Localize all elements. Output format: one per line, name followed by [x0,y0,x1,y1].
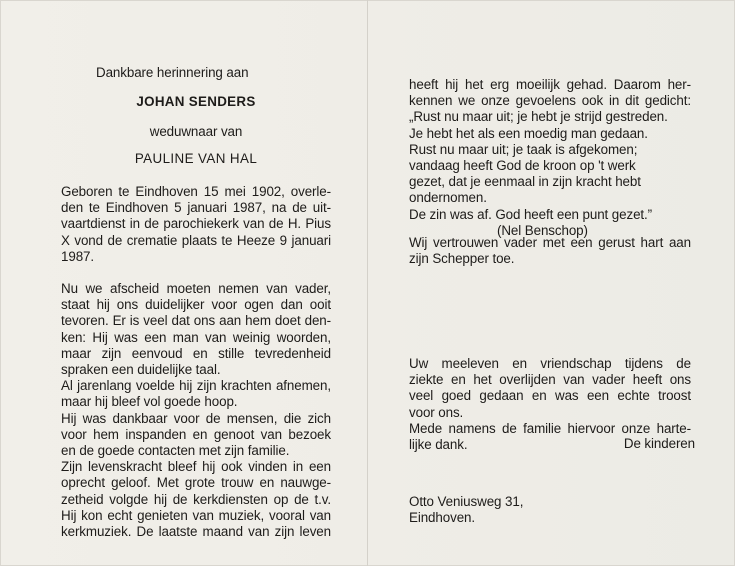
poem-author: (Nel Benschop) [497,222,588,238]
bio-line: 1987. [61,248,95,264]
tribute-line: ken: Hij was een man van weinig woorden, [61,329,331,345]
tribute-line: oprecht geloof. Met grote trouw en nauwge- [61,475,331,491]
tribute-line: zetheid volgde hij de kerkdiensten op de t.v. [61,491,331,507]
tribute-line: voor hem inspanden en genoot van bezoek [61,426,331,442]
relation-text: weduwnaar van [149,124,243,139]
bio-line: den te Eindhoven 5 januari 1987, na de uit- [61,200,331,216]
thanks-line: voor ons. [409,404,464,420]
tribute-line: Zijn levenskracht bleef hij ook vinden in een [61,459,331,475]
tribute-line: Hij was dankbaar voor de mensen, die zich [61,410,331,426]
bio-line: X vond de crematie plaats te Heeze 9 januari [61,232,331,248]
tribute-line: en de goede contacten met zijn familie. [61,443,290,459]
tribute-line: maar hij bleef vol goede hoop. [61,394,238,410]
tribute-line: kerkmuziek. De laatste maand van zijn leven [61,524,331,540]
poem-line: De zin was af. God heeft een punt gezet.” [409,206,653,222]
tribute-line: spraken een duidelijke taal. [61,362,221,378]
address-line: Eindhoven. [409,510,476,526]
bio-line: vaartdienst in de parochiekerk van de H. Pius [61,216,331,232]
poem-line: vandaag heeft God de kroon op 't werk [409,158,636,174]
poem-line: „Rust nu maar uit; je hebt je strijd gestreden. [409,109,668,125]
tribute-line: staat hij ons duidelijker voor ogen dan ooit [61,297,331,313]
tribute-line: Al jarenlang voelde hij zijn krachten afnemen, [61,378,331,394]
thanks-line: Uw meeleven en vriendschap tijdens de [409,356,691,371]
spouse-name: PAULINE VAN HAL [134,151,258,166]
thanks-line: veel goed gedaan en was een echte troost [409,388,691,404]
signature: De kinderen [623,436,695,451]
poem-line: heeft hij het erg moeilijk gehad. Daarom her- [409,77,691,92]
thanks-line: ziekte en het overlijden van vader heeft ons [409,372,691,388]
address [409,494,523,526]
poem-line: gezet, dat je eenmaal in zijn kracht hebt [409,174,641,190]
thanks-line: Mede namens de familie hiervoor onze harte- [409,420,691,436]
intro-text: Dankbare herinnering aan [96,65,249,80]
biography-paragraph [61,184,331,265]
poem-paragraph [409,77,691,239]
poem-line: ondernomen. [409,190,487,206]
poem-line: Je hebt het als een moedig man gedaan. [409,125,648,141]
poem-line: kennen we onze gevoelens ook in dit gedicht: [409,93,691,109]
tribute-line: maar zijn eenvoud en stille tevredenheid [61,345,331,361]
trust-line: Wij vertrouwen vader met een gerust hart aan [409,235,691,250]
poem-line: Rust nu maar uit; je taak is afgekomen; [409,141,638,157]
trust-line: zijn Schepper toe. [409,251,515,267]
tribute-line: Nu we afscheid moeten nemen van vader, [61,281,331,296]
card-fold-line [367,0,368,566]
deceased-name: JOHAN SENDERS [136,94,256,109]
tribute-paragraph [61,281,331,540]
address-line: Otto Veniusweg 31, [409,494,524,509]
tribute-line: Hij kon echt genieten van muziek, vooral van [61,507,331,523]
trust-paragraph [409,235,691,267]
thanks-line: lijke dank. [409,437,468,453]
tribute-line: tevoren. Er is veel dat ons aan hem doet den- [61,313,331,329]
bio-line: Geboren te Eindhoven 15 mei 1902, overle- [61,184,331,199]
